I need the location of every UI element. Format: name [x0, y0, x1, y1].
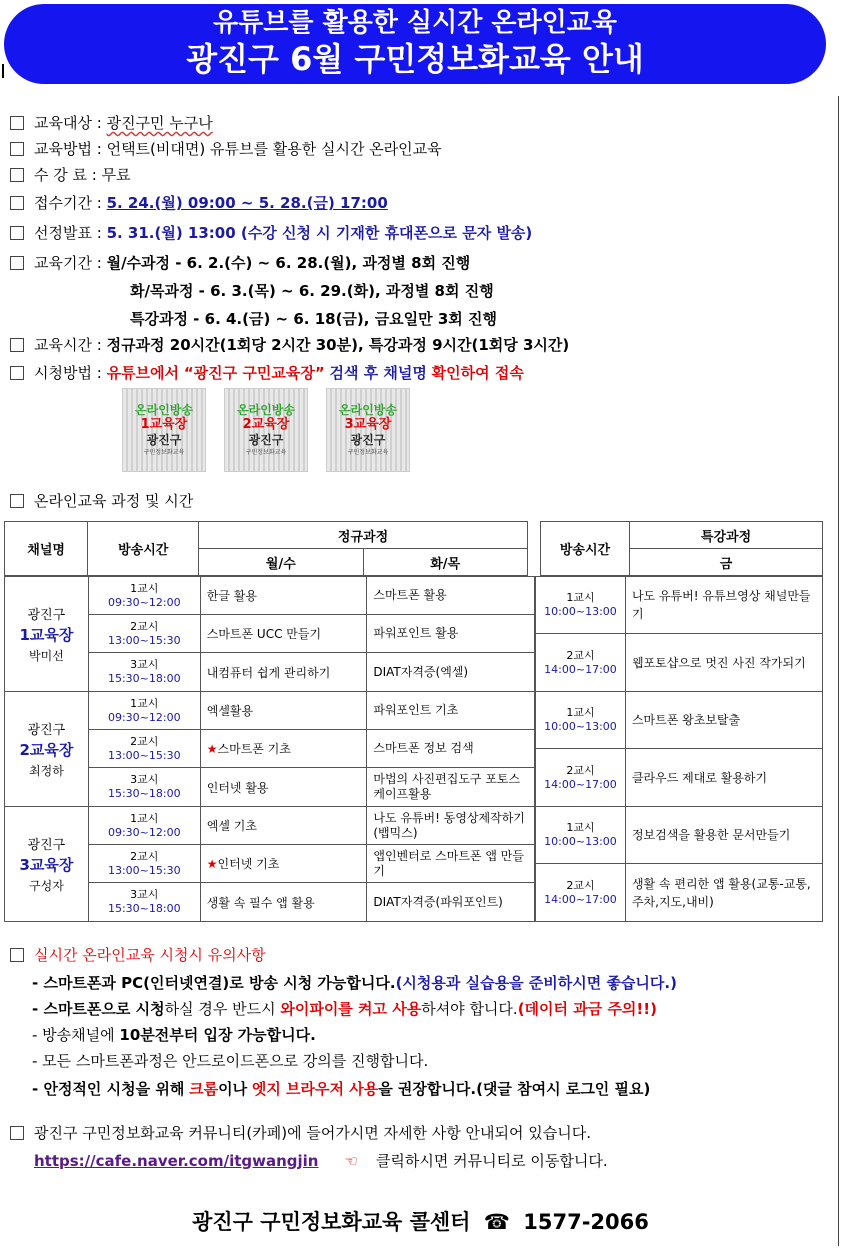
course-tue-thu — [367, 768, 535, 807]
note-1-text: - 스마트폰과 PC(인터넷연결)로 방송 시청 가능합니다. — [32, 974, 396, 992]
course-title: 엑셀활용 — [206, 704, 254, 718]
thumb-caption: 온라인방송 — [237, 403, 295, 417]
margin-mark — [2, 64, 4, 78]
period-label: 교육기간 : — [34, 254, 102, 272]
header-special: 특강과정 — [630, 522, 823, 549]
course-tue-thu — [367, 807, 535, 845]
thumb-caption: 온라인방송 — [135, 403, 193, 417]
header-mon-wed: 월/수 — [199, 549, 363, 576]
checkbox-icon — [10, 256, 24, 270]
channel-room: 1교육장 — [19, 626, 74, 644]
channel-teacher: 박미선 — [29, 649, 64, 663]
banner-subtitle: 유튜브를 활용한 실시간 온라인교육 — [213, 8, 617, 38]
thumb-district: 광진구 — [248, 433, 284, 447]
special-schedule — [535, 576, 823, 922]
method-label: 교육방법 : — [34, 140, 102, 158]
schedule-row — [5, 692, 535, 730]
thumb-subtitle: 구민정보화교육 — [245, 449, 287, 456]
checkbox-icon — [10, 226, 24, 240]
announce-label: 선정발표 : — [34, 224, 102, 242]
course-mon-wed — [200, 692, 367, 730]
time-cell — [88, 845, 200, 883]
period-time: 15:30~18:00 — [107, 672, 181, 685]
period-label: 1교시 — [566, 706, 595, 719]
header-time: 방송시간 — [88, 522, 199, 576]
time-cell — [88, 768, 200, 807]
header-tue-thu: 화/목 — [363, 549, 527, 576]
thumb-subtitle: 구민정보화교육 — [143, 449, 185, 456]
course-tue-thu — [367, 653, 535, 692]
schedule-header — [4, 521, 823, 576]
course-title: 나도 유튜버! 유튜브영상 채널만들기 — [631, 589, 811, 621]
checkbox-icon — [10, 494, 24, 508]
checkbox-icon — [10, 366, 24, 380]
period-label: 1교시 — [566, 821, 595, 834]
phone-icon: ☎ — [483, 1210, 510, 1234]
channel-cell — [5, 577, 89, 692]
course-title: 엑셀 기초 — [206, 819, 257, 833]
course-title: DIAT자격증(파워포인트) — [373, 894, 503, 909]
period-label: 2교시 — [130, 849, 159, 863]
info-fee — [10, 164, 131, 185]
info-target — [10, 112, 213, 133]
community-row — [10, 1122, 591, 1143]
course-title: 파워포인트 활용 — [373, 626, 459, 640]
checkbox-icon — [10, 168, 24, 182]
period-line-3: 특강과정 - 6. 4.(금) ~ 6. 18(금), 금요일만 3회 진행 — [130, 310, 498, 328]
period-label: 2교시 — [130, 619, 159, 633]
period-line-1: 월/수과정 - 6. 2.(수) ~ 6. 28.(월), 과정별 8회 진행 — [106, 254, 471, 272]
checkbox-icon — [10, 116, 24, 130]
click-text: 클릭하시면 커뮤니티로 이동합니다. — [375, 1152, 608, 1170]
course-title: 인터넷 기초 — [217, 857, 280, 871]
time-cell — [536, 692, 626, 749]
star-icon: ★ — [206, 742, 218, 756]
thumb-district: 광진구 — [350, 433, 386, 447]
course-mon-wed — [200, 807, 367, 845]
watch-part-2: “광진구 구민교육장” — [183, 364, 325, 382]
note-5-text-a: - 안정적인 시청을 위해 — [32, 1080, 185, 1098]
course-mon-wed — [200, 730, 367, 768]
period-time: 10:00~13:00 — [544, 720, 617, 733]
course-title: 웹포토샵으로 멋진 사진 작가되기 — [631, 655, 806, 670]
special-row — [536, 634, 823, 692]
note-3 — [32, 1024, 316, 1045]
period-time: 10:00~13:00 — [544, 835, 617, 848]
time-cell — [536, 634, 626, 692]
time-cell — [88, 653, 200, 692]
course-title: 마법의 사진편집도구 포토스케이프활용 — [373, 772, 521, 801]
note-4-text: - 모든 스마트폰과정은 안드로이드폰으로 강의를 진행합니다. — [32, 1052, 429, 1070]
special-row — [536, 864, 823, 922]
notes-title: 실시간 온라인교육 시청시 유의사항 — [34, 946, 266, 964]
pointing-hand-icon: ☜ — [344, 1151, 358, 1170]
course-title: 나도 유튜버! 동영상제작하기(뱁믹스) — [373, 810, 525, 840]
course-title: 한글 활용 — [206, 589, 257, 603]
target-value: 광진구민 누구나 — [106, 114, 213, 132]
thumb-room: 3교육장 — [344, 417, 392, 432]
period-label: 3교시 — [130, 888, 159, 901]
watch-part-3: 검색 후 채널명 — [329, 364, 427, 382]
course-title: 스마트폰 정보 검색 — [373, 741, 474, 755]
period-time: 09:30~12:00 — [107, 595, 181, 609]
course-tue-thu — [367, 692, 535, 730]
period-label: 1교시 — [130, 581, 159, 595]
note-1 — [32, 972, 677, 993]
info-watch — [10, 362, 524, 383]
course-tue-thu — [367, 730, 535, 768]
schedule-row — [5, 577, 535, 615]
watch-part-4: 확인하여 접속 — [431, 364, 524, 382]
channel-cell — [5, 807, 89, 922]
course-tue-thu — [367, 615, 535, 653]
period-label: 1교시 — [130, 811, 159, 825]
special-row — [536, 577, 823, 634]
period-label: 2교시 — [566, 878, 595, 892]
note-5-chrome: 크롬 — [189, 1080, 219, 1098]
time-cell — [536, 807, 626, 864]
time-cell — [88, 615, 200, 653]
course-mon-wed — [200, 883, 367, 922]
watch-label: 시청방법 : — [34, 364, 102, 382]
watch-part-1: 유튜브에서 — [106, 364, 180, 382]
special-course — [625, 807, 822, 864]
time-cell — [88, 883, 200, 922]
course-mon-wed — [200, 768, 367, 807]
period-label: 1교시 — [130, 696, 159, 710]
note-4 — [32, 1050, 428, 1071]
regular-schedule — [4, 576, 535, 922]
note-2 — [32, 998, 657, 1019]
note-2-text-b: 하실 경우 반드시 — [164, 1000, 276, 1018]
star-icon: ★ — [206, 857, 218, 871]
info-announce — [10, 222, 532, 243]
channel-district: 광진구 — [27, 723, 66, 738]
header-channel: 채널명 — [5, 522, 88, 576]
method-value: 언택트(비대면) 유튜브를 활용한 실시간 온라인교육 — [106, 140, 442, 158]
time-cell — [88, 807, 200, 845]
note-2-text-a: - 스마트폰으로 시청 — [32, 1000, 165, 1018]
period-time: 15:30~18:00 — [107, 787, 181, 800]
period-time: 10:00~13:00 — [544, 605, 617, 618]
courses-heading — [10, 490, 193, 511]
note-3-text-b: 10분전부터 입장 가능합니다. — [119, 1026, 316, 1044]
checkbox-icon — [10, 948, 24, 962]
channel-teacher: 구성자 — [29, 879, 64, 893]
special-course — [625, 864, 822, 922]
special-row — [536, 749, 823, 807]
period-time: 14:00~17:00 — [544, 662, 617, 676]
header-fri: 금 — [630, 549, 823, 576]
special-course — [625, 634, 822, 692]
channel-thumbnail-3[interactable] — [326, 388, 410, 472]
period-time: 13:00~15:30 — [107, 748, 181, 762]
special-row — [536, 692, 823, 749]
channel-teacher: 최정하 — [29, 764, 64, 778]
course-mon-wed — [200, 577, 367, 615]
fee-value: 무료 — [101, 166, 131, 184]
course-mon-wed — [200, 653, 367, 692]
channel-district: 광진구 — [27, 838, 66, 853]
course-mon-wed — [200, 615, 367, 653]
course-title: DIAT자격증(엑셀) — [373, 664, 469, 679]
note-2-warning: (데이터 과금 주의!!) — [517, 1000, 657, 1018]
period-label: 2교시 — [566, 763, 595, 777]
channel-cell — [5, 692, 89, 807]
channel-room: 3교육장 — [19, 856, 74, 874]
header-regular: 정규과정 — [199, 522, 528, 549]
course-title: 정보검색을 활용한 문서만들기 — [631, 828, 791, 842]
header-time-2: 방송시간 — [540, 522, 629, 576]
period-time: 15:30~18:00 — [107, 902, 181, 915]
announce-value: 5. 31.(월) 13:00 (수강 신청 시 기재한 휴대폰으로 문자 발송) — [106, 224, 533, 242]
course-tue-thu — [367, 883, 535, 922]
course-title: 생활 속 편리한 앱 활용(교통-교통,주차,지도,내비) — [631, 876, 811, 909]
course-title: 스마트폰 기초 — [217, 742, 291, 756]
period-time: 14:00~17:00 — [544, 777, 617, 791]
course-mon-wed — [200, 845, 367, 883]
info-method — [10, 138, 442, 159]
period-time: 13:00~15:30 — [107, 633, 181, 647]
note-5-text-c: 이나 — [218, 1080, 248, 1098]
checkbox-icon — [10, 1126, 24, 1140]
callcenter-label: 광진구 구민정보화교육 콜센터 — [192, 1210, 471, 1234]
course-title: 스마트폰 활용 — [373, 588, 447, 602]
hours-label: 교육시간 : — [34, 336, 102, 354]
time-cell — [536, 749, 626, 807]
checkbox-icon — [10, 142, 24, 156]
time-cell — [88, 692, 200, 730]
period-time: 09:30~12:00 — [107, 825, 181, 839]
info-reception — [10, 192, 388, 213]
url-row — [34, 1150, 608, 1171]
footer — [0, 1206, 841, 1236]
period-label: 3교시 — [130, 658, 159, 671]
channel-thumbnail-1[interactable] — [122, 388, 206, 472]
note-3-text-a: - 방송채널에 — [32, 1026, 115, 1044]
schedule-row — [5, 807, 535, 845]
callcenter-phone: 1577-2066 — [523, 1210, 649, 1234]
info-period-2 — [130, 280, 494, 301]
note-1-emphasis: (시청용과 실습용을 준비하시면 좋습니다.) — [395, 974, 677, 992]
note-5-text-e: 을 권장합니다.(댓글 참여시 로그인 필요) — [378, 1080, 651, 1098]
special-course — [625, 749, 822, 807]
time-cell — [88, 577, 200, 615]
period-label: 2교시 — [566, 648, 595, 662]
course-title: 내컴퓨터 쉽게 관리하기 — [206, 665, 331, 680]
thumb-room: 1교육장 — [140, 417, 188, 432]
course-tue-thu — [367, 845, 535, 883]
time-cell — [536, 577, 626, 634]
notes-title-row — [10, 944, 266, 965]
note-5 — [32, 1078, 650, 1099]
special-row — [536, 807, 823, 864]
target-label: 교육대상 : — [34, 114, 102, 132]
period-label: 3교시 — [130, 773, 159, 786]
special-course — [625, 577, 822, 634]
note-2-wifi: 와이파이를 켜고 사용 — [280, 1000, 422, 1018]
channel-district: 광진구 — [27, 608, 66, 623]
course-title: 파워포인트 기초 — [373, 703, 459, 717]
thumb-room: 2교육장 — [242, 417, 290, 432]
period-line-2: 화/목과정 - 6. 3.(목) ~ 6. 29.(화), 과정별 8회 진행 — [130, 282, 494, 300]
info-period-3 — [130, 308, 497, 329]
channel-thumbnails — [122, 388, 410, 472]
time-cell — [536, 864, 626, 922]
period-label: 1교시 — [566, 591, 595, 604]
table-gap — [527, 522, 540, 576]
note-5-edge: 엣지 브라우저 사용 — [251, 1080, 379, 1098]
thumb-subtitle: 구민정보화교육 — [347, 449, 389, 456]
checkbox-icon — [10, 338, 24, 352]
fee-label: 수 강 료 : — [34, 166, 97, 184]
course-tue-thu — [367, 577, 535, 615]
title-banner — [4, 4, 826, 84]
channel-room: 2교육장 — [19, 741, 74, 759]
checkbox-icon — [10, 196, 24, 210]
community-link[interactable]: https://cafe.naver.com/itgwangjin — [34, 1151, 319, 1170]
course-title: 인터넷 활용 — [206, 780, 269, 795]
period-time: 14:00~17:00 — [544, 892, 617, 906]
period-time: 13:00~15:30 — [107, 863, 181, 877]
course-title: 스마트폰 UCC 만들기 — [206, 627, 322, 641]
course-title: 앱인벤터로 스마트폰 앱 만들기 — [373, 848, 524, 878]
period-label: 2교시 — [130, 734, 159, 748]
hours-value: 정규과정 20시간(1회당 2시간 30분), 특강과정 9시간(1회당 3시간) — [106, 336, 570, 354]
reception-value: 5. 24.(월) 09:00 ~ 5. 28.(금) 17:00 — [106, 194, 388, 212]
info-period — [10, 252, 470, 273]
channel-thumbnail-2[interactable] — [224, 388, 308, 472]
reception-label: 접수기간 : — [34, 194, 102, 212]
banner-title: 광진구 6월 구민정보화교육 안내 — [186, 40, 644, 78]
special-course — [625, 692, 822, 749]
time-cell — [88, 730, 200, 768]
note-2-text-d: 하셔야 합니다. — [421, 1000, 518, 1018]
course-title: 스마트폰 왕초보탈출 — [631, 713, 741, 727]
courses-title: 온라인교육 과정 및 시간 — [34, 492, 194, 510]
thumb-caption: 온라인방송 — [339, 403, 397, 417]
thumb-district: 광진구 — [146, 433, 182, 447]
page-edge — [838, 96, 839, 1246]
course-title: 클라우드 제대로 활용하기 — [631, 770, 768, 785]
community-text: 광진구 구민정보화교육 커뮤니티(카페)에 들어가시면 자세한 사항 안내되어 있습니다. — [34, 1124, 592, 1142]
info-hours — [10, 334, 569, 355]
period-time: 09:30~12:00 — [107, 710, 181, 724]
course-title: 생활 속 필수 앱 활용 — [206, 895, 315, 910]
